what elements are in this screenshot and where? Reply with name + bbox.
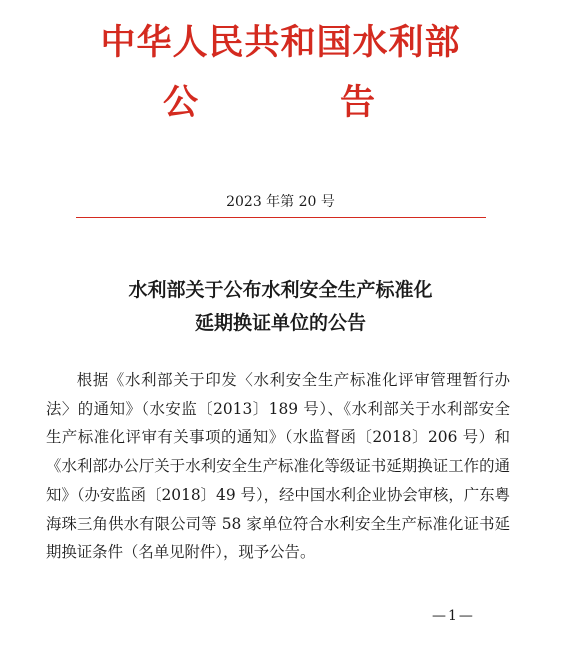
red-divider-rule [76, 217, 486, 218]
title-line-2: 延期换证单位的公告 [194, 312, 366, 334]
body-paragraph: 根据《水利部关于印发〈水利安全生产标准化评审管理暂行办法〉的通知》（水安监〔2013〕189 号）、《水利部关于水利部安全生产标准化评审有关事项的通知》（水监督函〔2018〕206 号）和《水利部办公厅关于水利安全生产标准化等级证书延期换证工作的通知》（办安监函〔2018〕49 号），经中国水利企业协会审核，广东粤海珠三角供水有限公司等 58 家单位符合水利安全生产标准化证书延期换证条件（名单见附件），现予公告。 [46, 371, 510, 562]
masthead-title: 中华人民共和国水利部 [100, 22, 461, 63]
document-title [0, 274, 561, 340]
document-number: 2023 年第 20 号 [226, 194, 335, 210]
masthead-subtitle [0, 78, 561, 128]
title-line-1: 水利部关于公布水利安全生产标准化 [128, 279, 433, 301]
page-number: —1— [432, 608, 475, 624]
subtitle-char-gao: 告 [340, 82, 376, 123]
subtitle-char-gong: 公 [163, 82, 199, 123]
